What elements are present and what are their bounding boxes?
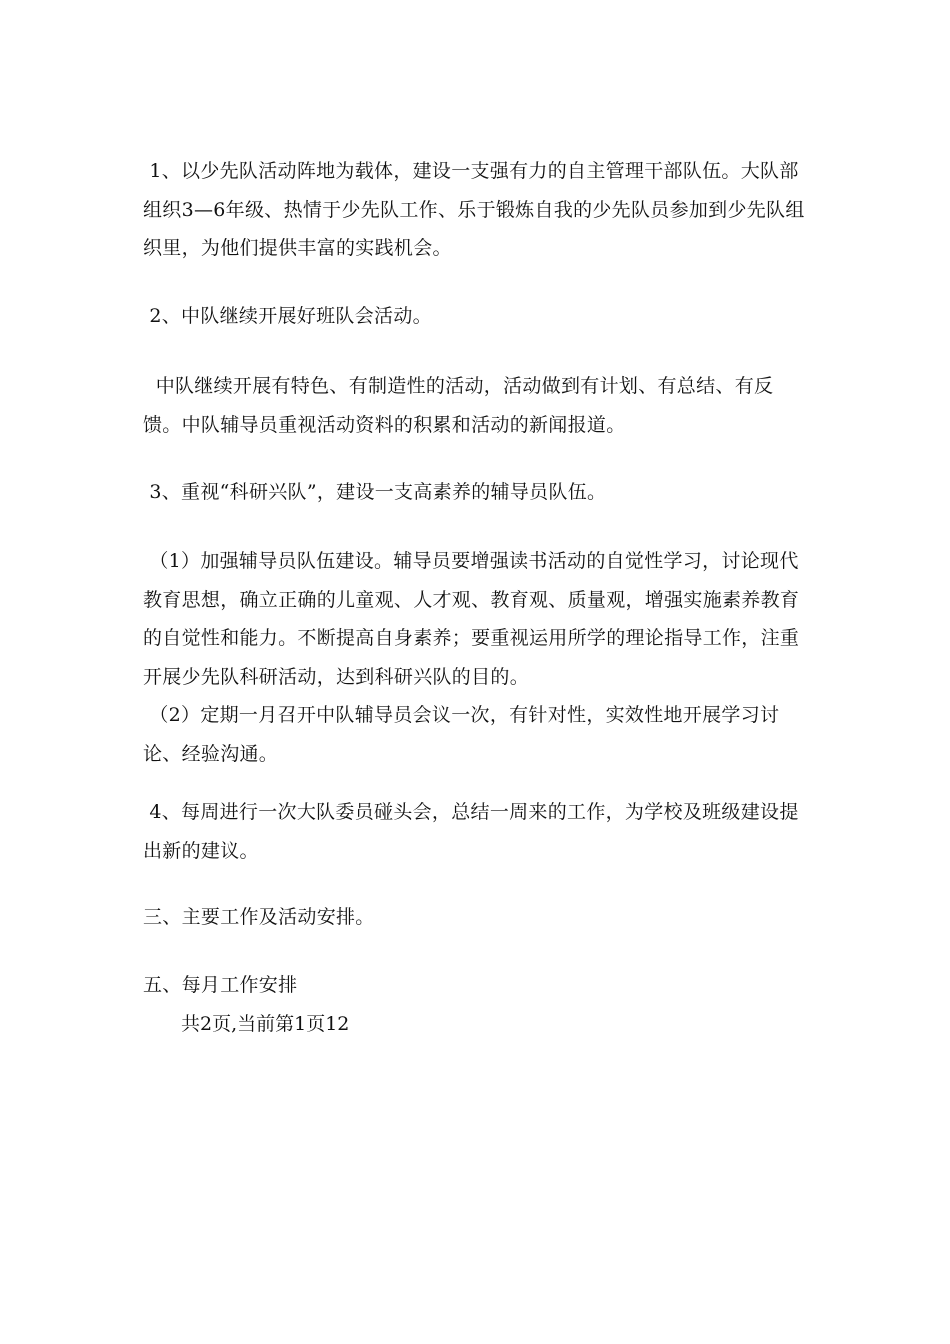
page-indicator: 共2页,当前第1页12 xyxy=(181,1013,350,1035)
section-heading-3: 三、主要工作及活动安排。 xyxy=(143,906,375,928)
paragraph-3: 中队继续开展有特色、有制造性的活动，活动做到有计划、有总结、有反馈。中队辅导员重视活动资料的积累和活动的新闻报道。 xyxy=(143,375,774,436)
paragraph-4: 3、重视“科研兴队”，建设一支高素养的辅导员队伍。 xyxy=(143,481,607,503)
paragraph-6: 4、每周进行一次大队委员碰头会，总结一周来的工作，为学校及班级建设提出新的建议。 xyxy=(143,801,799,862)
paragraph-1: 1、以少先队活动阵地为载体，建设一支强有力的自主管理干部队伍。大队部组织3—6年级、热情于少先队工作、乐于锻炼自我的少先队员参加到少先队组织里，为他们提供丰富的实践机会。 xyxy=(143,160,805,259)
section-heading-5: 五、每月工作安排 xyxy=(143,974,298,996)
paragraph-5: （1）加强辅导员队伍建设。辅导员要增强读书活动的自觉性学习，讨论现代教育思想，确立正确的儿童观、人才观、教育观、质量观，增强实施素养教育的自觉性和能力。不断提高自身素养；要重视运用所学的理论指导工作，注重开展少先队科研活动，达到科研兴队的目的。 （2）定期一月召开中队辅导员会议一次，有针对性，实效性地开展学习讨论、经验沟通。 xyxy=(143,550,800,765)
paragraph-2: 2、中队继续开展好班队会活动。 xyxy=(143,305,432,327)
